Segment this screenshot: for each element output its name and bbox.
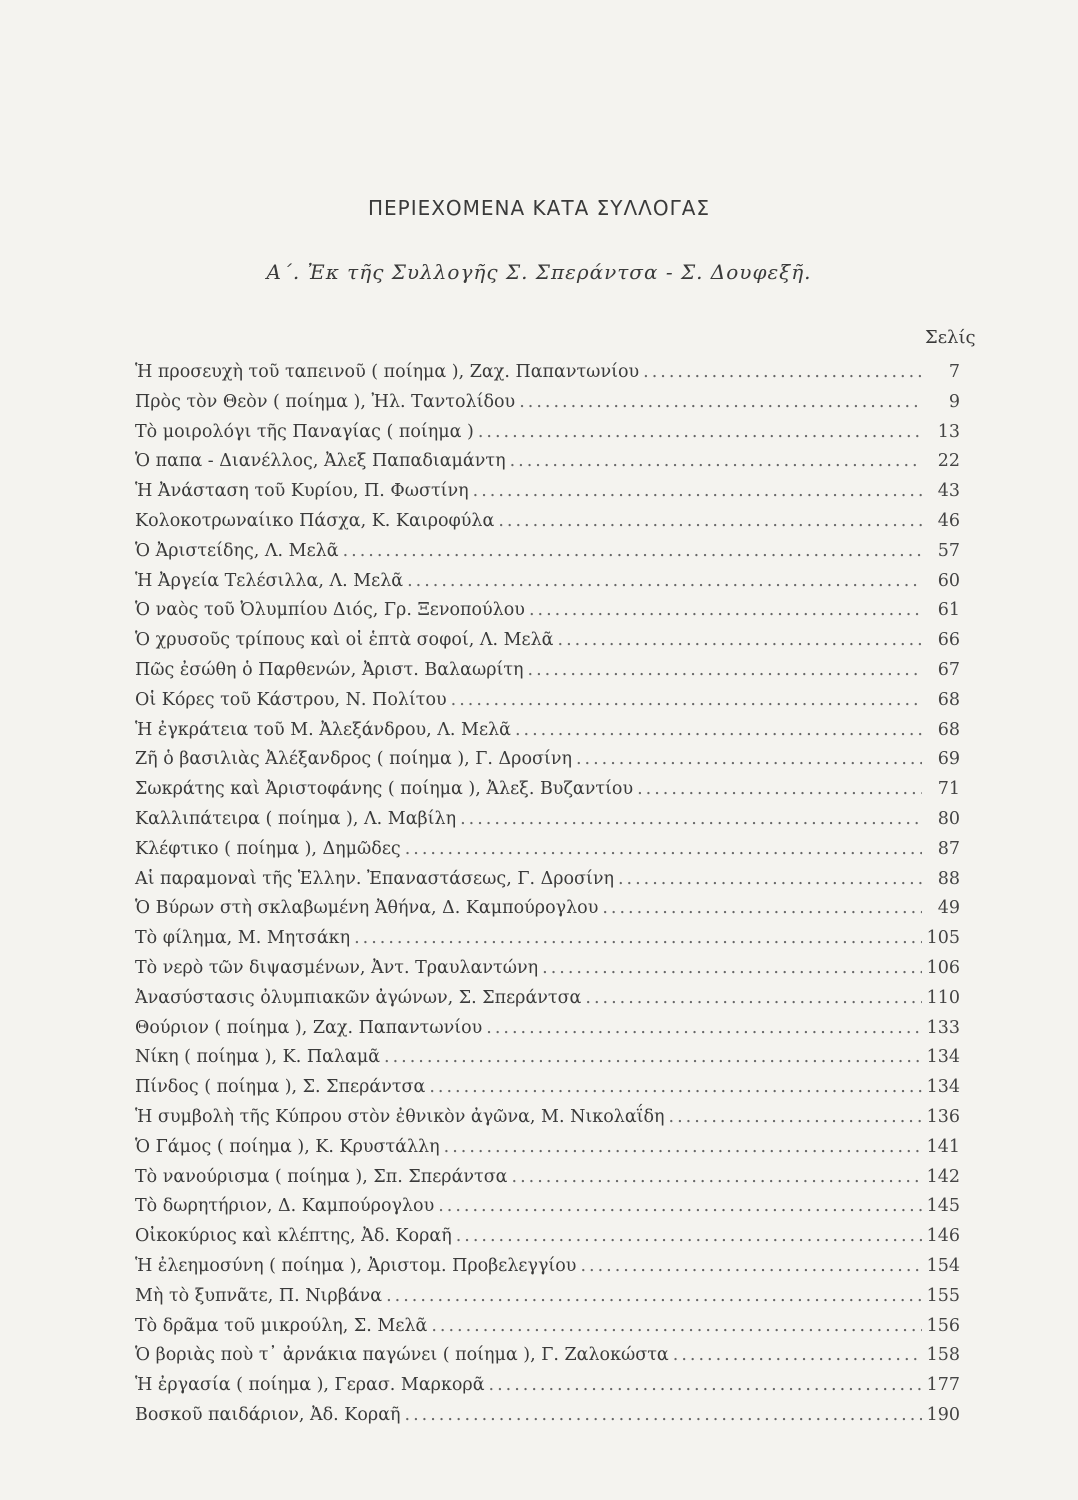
toc-entry xyxy=(135,1256,960,1286)
dot-leader xyxy=(669,1107,922,1127)
toc-entry xyxy=(135,1047,960,1077)
toc-entry-page: 67 xyxy=(937,659,960,680)
toc-entry-page: 71 xyxy=(937,779,960,800)
toc-entry xyxy=(135,839,960,869)
toc-entry-title: Ἡ ἐλεημοσύνη ( ποίημα ), Ἀριστομ. Προβελεγγίου xyxy=(135,1255,577,1276)
dot-leader xyxy=(431,1316,922,1336)
toc-entry xyxy=(135,481,960,511)
toc-entry xyxy=(135,1286,960,1316)
toc-entry xyxy=(135,1405,960,1435)
toc-entry-title: Ἡ Ἀργεία Τελέσιλλα, Λ. Μελᾶ xyxy=(135,570,404,591)
toc-entry-page: 61 xyxy=(937,600,960,621)
toc-entry xyxy=(135,1345,960,1375)
toc-entry-page: 190 xyxy=(926,1404,960,1425)
toc-entry-title: Μὴ τὸ ξυπνᾶτε, Π. Νιρβάνα xyxy=(135,1285,383,1306)
dot-leader xyxy=(405,839,922,859)
toc-entry-title: Πῶς ἐσώθη ὁ Παρθενών, Ἀριστ. Βαλαωρίτη xyxy=(135,659,524,680)
toc-entry-title: Ἡ συμβολὴ τῆς Κύπρου στὸν ἐθνικὸν ἀγῶνα, Μ. Νικολαΐδη xyxy=(135,1106,665,1127)
toc-entry xyxy=(135,1316,960,1346)
dot-leader xyxy=(558,630,923,650)
toc-entry xyxy=(135,1196,960,1226)
dot-leader xyxy=(456,1226,922,1246)
table-of-contents xyxy=(135,362,960,1435)
toc-entry-page: 60 xyxy=(937,570,960,591)
toc-entry xyxy=(135,630,960,660)
toc-entry-page: 13 xyxy=(937,421,960,442)
toc-entry-page: 80 xyxy=(937,808,960,829)
toc-entry xyxy=(135,779,960,809)
toc-entry-title: Σωκράτης καὶ Ἀριστοφάνης ( ποίημα ), Ἀλεξ. Βυζαντίου xyxy=(135,779,634,800)
toc-entry-title: Οἰκοκύριος καὶ κλέπτης, Ἀδ. Κοραῆ xyxy=(135,1226,452,1247)
toc-entry-title: Βοσκοῦ παιδάριον, Ἀδ. Κοραῆ xyxy=(135,1404,401,1425)
toc-entry-title: Θούριον ( ποίημα ), Ζαχ. Παπαντωνίου xyxy=(135,1017,483,1038)
toc-entry-title: Ὁ χρυσοῦς τρίπους καὶ οἱ ἑπτὰ σοφοί, Λ. Μελᾶ xyxy=(135,630,554,651)
toc-entry-title: Τὸ φίλημα, Μ. Μητσάκη xyxy=(135,928,351,949)
toc-entry-title: Ἡ ἐργασία ( ποίημα ), Γερασ. Μαρκορᾶ xyxy=(135,1375,485,1396)
toc-entry-page: 9 xyxy=(948,391,960,412)
toc-entry xyxy=(135,422,960,452)
dot-leader xyxy=(542,958,922,978)
toc-entry-title: Ὁ ναὸς τοῦ Ὀλυμπίου Διός, Γρ. Ξενοπούλου xyxy=(135,600,525,621)
toc-entry-page: 134 xyxy=(926,1077,960,1098)
dot-leader xyxy=(451,690,922,710)
toc-entry xyxy=(135,1226,960,1256)
toc-entry-page: 110 xyxy=(926,987,960,1008)
dot-leader xyxy=(576,749,922,769)
toc-entry xyxy=(135,720,960,750)
toc-entry-title: Κλέφτικο ( ποίημα ), Δημῶδες xyxy=(135,838,401,859)
toc-entry xyxy=(135,1018,960,1048)
dot-leader xyxy=(354,928,922,948)
toc-entry-title: Τὸ δωρητήριον, Δ. Καμπούρογλου xyxy=(135,1196,435,1217)
toc-entry-title: Κολοκοτρωναίικο Πάσχα, Κ. Καιροφύλα xyxy=(135,510,495,531)
toc-entry-page: 177 xyxy=(926,1375,960,1396)
toc-entry-page: 88 xyxy=(937,868,960,889)
toc-entry-page: 146 xyxy=(926,1226,960,1247)
toc-entry-title: Ἡ Ἀνάσταση τοῦ Κυρίου, Π. Φωστίνη xyxy=(135,481,469,502)
toc-entry xyxy=(135,1077,960,1107)
toc-entry-page: 136 xyxy=(926,1106,960,1127)
toc-entry-page: 141 xyxy=(926,1136,960,1157)
toc-entry-title: Τὸ μοιρολόγι τῆς Παναγίας ( ποίημα ) xyxy=(135,421,474,442)
toc-entry xyxy=(135,898,960,928)
dot-leader xyxy=(473,481,922,501)
toc-entry xyxy=(135,690,960,720)
toc-entry-title: Οἱ Κόρες τοῦ Κάστρου, Ν. Πολίτου xyxy=(135,689,447,710)
dot-leader xyxy=(444,1137,922,1157)
dot-leader xyxy=(386,1286,922,1306)
toc-entry xyxy=(135,1137,960,1167)
toc-entry-page: 87 xyxy=(937,838,960,859)
toc-entry-title: Τὸ δρᾶμα τοῦ μικρούλη, Σ. Μελᾶ xyxy=(135,1315,428,1336)
page-column-label: Σελίς xyxy=(925,327,976,348)
dot-leader xyxy=(637,779,922,799)
toc-entry-title: Ὁ παπα - Διανέλλος, Ἀλεξ Παπαδιαμάντη xyxy=(135,451,506,472)
toc-entry-page: 156 xyxy=(926,1315,960,1336)
dot-leader xyxy=(486,1018,922,1038)
toc-entry xyxy=(135,571,960,601)
dot-leader xyxy=(602,898,922,918)
toc-entry-page: 43 xyxy=(937,481,960,502)
toc-entry xyxy=(135,928,960,958)
toc-entry-page: 158 xyxy=(926,1345,960,1366)
dot-leader xyxy=(405,1405,923,1425)
toc-entry xyxy=(135,660,960,690)
toc-entry-page: 69 xyxy=(937,749,960,770)
toc-entry-title: Ὁ Βύρων στὴ σκλαβωμένη Ἀθήνα, Δ. Καμπούρογλου xyxy=(135,898,599,919)
toc-entry-page: 105 xyxy=(926,928,960,949)
dot-leader xyxy=(343,541,922,561)
dot-leader xyxy=(407,571,922,591)
dot-leader xyxy=(643,362,922,382)
toc-entry-page: 142 xyxy=(926,1166,960,1187)
dot-leader xyxy=(515,720,922,740)
toc-entry-title: Τὸ νερὸ τῶν διψασμένων, Ἀντ. Τραυλαντώνη xyxy=(135,957,539,978)
toc-entry xyxy=(135,1167,960,1197)
toc-entry-title: Ὁ βοριὰς ποὺ τ᾽ ἀρνάκια παγώνει ( ποίημα ), Γ. Ζαλοκώστα xyxy=(135,1345,669,1366)
toc-entry xyxy=(135,392,960,422)
dot-leader xyxy=(438,1196,922,1216)
dot-leader xyxy=(384,1047,922,1067)
toc-entry-page: 134 xyxy=(926,1047,960,1068)
dot-leader xyxy=(585,988,922,1008)
toc-entry-title: Καλλιπάτειρα ( ποίημα ), Λ. Μαβίλη xyxy=(135,808,457,829)
toc-entry-page: 66 xyxy=(937,630,960,651)
page-title: ΠΕΡΙΕΧΟΜΕΝΑ ΚΑΤΑ ΣΥΛΛΟΓΑΣ xyxy=(367,196,711,220)
dot-leader xyxy=(580,1256,922,1276)
toc-entry-page: 22 xyxy=(937,451,960,472)
toc-entry xyxy=(135,958,960,988)
toc-entry-page: 7 xyxy=(948,362,960,382)
dot-leader xyxy=(429,1077,922,1097)
toc-entry-title: Νίκη ( ποίημα ), Κ. Παλαμᾶ xyxy=(135,1047,381,1068)
toc-entry-title: Ἡ προσευχὴ τοῦ ταπεινοῦ ( ποίημα ), Ζαχ. Παπαντωνίου xyxy=(135,362,640,382)
toc-entry-page: 106 xyxy=(926,957,960,978)
toc-entry-page: 57 xyxy=(937,540,960,561)
dot-leader xyxy=(460,809,922,829)
toc-entry-page: 68 xyxy=(937,719,960,740)
dot-leader xyxy=(519,392,922,412)
toc-entry xyxy=(135,511,960,541)
toc-entry-page: 155 xyxy=(926,1285,960,1306)
dot-leader xyxy=(618,869,922,889)
toc-entry xyxy=(135,600,960,630)
toc-entry-title: Ὁ Ἀριστείδης, Λ. Μελᾶ xyxy=(135,540,339,561)
toc-entry xyxy=(135,1107,960,1137)
dot-leader xyxy=(512,1167,923,1187)
section-heading: Α΄. Ἐκ τῆς Συλλογῆς Σ. Σπεράντσα - Σ. Δουφεξῆ. xyxy=(266,260,812,284)
toc-entry xyxy=(135,988,960,1018)
dot-leader xyxy=(528,660,922,680)
toc-entry xyxy=(135,541,960,571)
dot-leader xyxy=(529,600,922,620)
toc-entry-page: 133 xyxy=(926,1017,960,1038)
toc-entry xyxy=(135,362,960,392)
toc-entry-title: Αἱ παραμοναὶ τῆς Ἑλλην. Ἐπαναστάσεως, Γ. Δροσίνη xyxy=(135,868,614,889)
toc-entry-title: Πίνδος ( ποίημα ), Σ. Σπεράντσα xyxy=(135,1077,426,1098)
toc-entry xyxy=(135,451,960,481)
toc-entry-title: Πρὸς τὸν Θεὸν ( ποίημα ), Ἠλ. Ταντολίδου xyxy=(135,391,516,412)
toc-entry-page: 46 xyxy=(937,510,960,531)
toc-entry-title: Ὁ Γάμος ( ποίημα ), Κ. Κρυστάλλη xyxy=(135,1136,440,1157)
toc-entry-page: 68 xyxy=(937,689,960,710)
toc-entry-title: Τὸ νανούρισμα ( ποίημα ), Σπ. Σπεράντσα xyxy=(135,1166,508,1187)
toc-entry-page: 49 xyxy=(937,898,960,919)
toc-entry-page: 154 xyxy=(926,1255,960,1276)
dot-leader xyxy=(489,1375,922,1395)
toc-entry-title: Ἀνασύστασις ὀλυμπιακῶν ἀγώνων, Σ. Σπεράντσα xyxy=(135,987,582,1008)
toc-entry-title: Ζῆ ὁ βασιλιὰς Ἀλέξανδρος ( ποίημα ), Γ. Δροσίνη xyxy=(135,749,572,770)
toc-entry xyxy=(135,869,960,899)
dot-leader xyxy=(498,511,922,531)
toc-entry xyxy=(135,809,960,839)
dot-leader xyxy=(673,1345,922,1365)
toc-entry xyxy=(135,1375,960,1405)
toc-entry-page: 145 xyxy=(926,1196,960,1217)
toc-entry-title: Ἡ ἐγκράτεια τοῦ Μ. Ἀλεξάνδρου, Λ. Μελᾶ xyxy=(135,719,511,740)
dot-leader xyxy=(510,451,922,471)
dot-leader xyxy=(478,422,922,442)
toc-entry xyxy=(135,749,960,779)
